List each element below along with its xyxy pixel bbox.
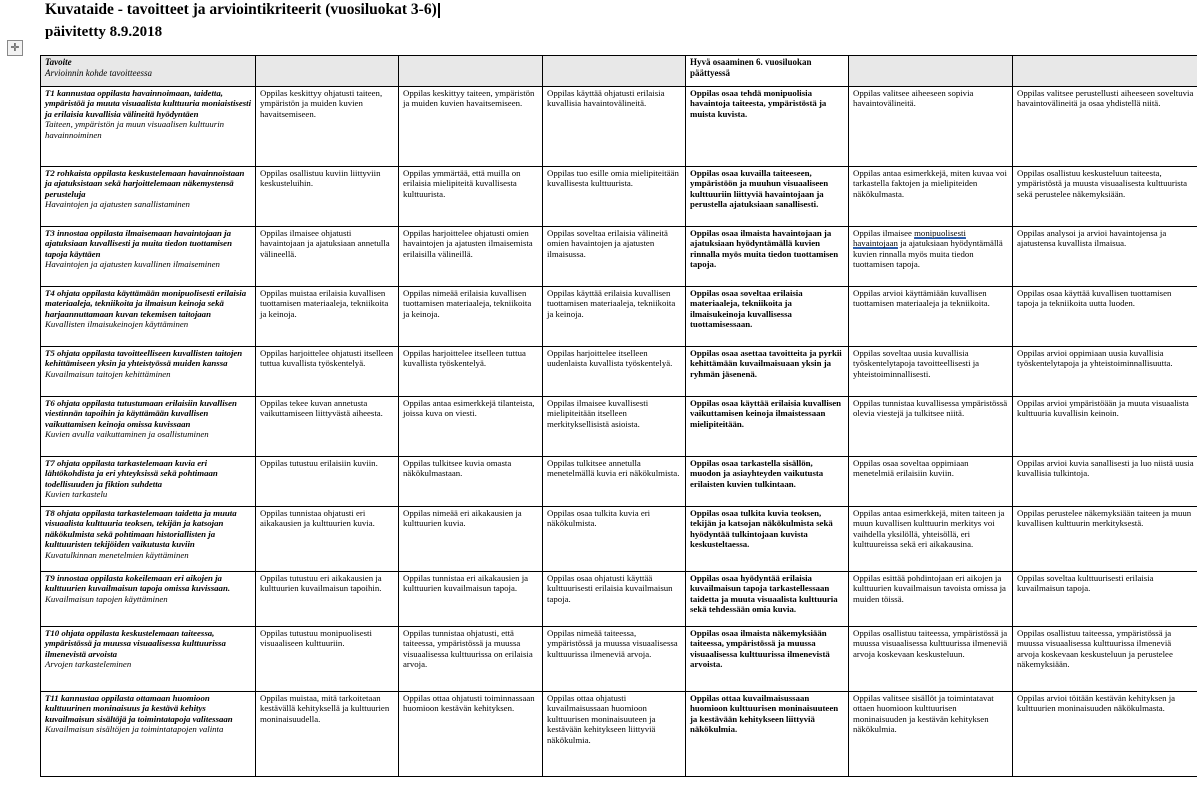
header-tavoite-label: Tavoite (45, 57, 72, 67)
objective-cell (41, 167, 256, 227)
objective-cell (41, 287, 256, 347)
criteria-cell: Oppilas muistaa, mitä tarkoitetaan kestävällä kehityksellä ja kulttuurien moninaisuudella. (256, 692, 399, 777)
criteria-cell: Oppilas tunnistaa kuvallisessa ympäristössä olevia viestejä ja tulkitsee niitä. (849, 397, 1013, 457)
inserted-text: monipuolisesti havaintojaan (853, 228, 966, 249)
criteria-cell: Oppilas osaa soveltaa oppimiaan menetelmiä erilaisiin kuviin. (849, 457, 1013, 507)
criteria-cell: Oppilas valitsee perustellusti aiheeseen soveltuvia havaintovälineitä ja osaa yhdistellä niitä. (1013, 87, 1197, 167)
assessment-focus-text: Kuvatulkinnan menetelmien käyttäminen (45, 549, 189, 560)
header-row (41, 56, 1197, 87)
header-empty-cell (256, 56, 399, 87)
objective-text: T3 innostaa oppilasta ilmaisemaan havaintojaan ja ajatuksiaan kuvallisesti ja muita tiedon tuottamisen tapoja käyttäen (45, 228, 232, 259)
criteria-cell: Oppilas tunnistaa ohjatusti, että taiteessa, ympäristössä ja muussa visuaalisessa kulttuurissa on erilaisia arvoja. (399, 627, 543, 692)
header-empty-cell (1013, 56, 1197, 87)
criteria-cell: Oppilas osallistuu taiteessa, ympäristössä ja muussa visuaalisessa kulttuurissa ilmeneviä arvoja koskevaan keskusteluun ja perustelee näkemyksiään. (1013, 627, 1197, 692)
objective-cell (41, 227, 256, 287)
criteria-cell: Oppilas antaa esimerkkejä, miten taiteen ja muun kuvallisen kulttuurin merkitys voi vaihdella yksilöllä, yhteisöllä, eri kulttuureissa sekä eri aikakausina. (849, 507, 1013, 572)
criteria-cell: Oppilas arvioi töitään kestävän kehityksen ja kulttuurien moninaisuuden näkökulmasta. (1013, 692, 1197, 777)
table-row (41, 87, 1197, 167)
criteria-text: ja ajatuksiaan hyödyntämällä kuvien rinnalla myös muita tiedon tuottamisen tapoja. (853, 238, 1003, 270)
criteria-cell: Oppilas osaa ohjatusti käyttää kulttuurisesti erilaisia kuvailmaisun tapoja. (543, 572, 686, 627)
criteria-cell: Oppilas osallistuu kuviin liittyviin keskusteluihin. (256, 167, 399, 227)
table-row (41, 572, 1197, 627)
table-row (41, 507, 1197, 572)
header-hyva-osaaminen-label: Hyvä osaaminen 6. vuosiluokan päättyessä (686, 56, 849, 87)
criteria-cell: Oppilas nimeää taiteessa, ympäristössä ja muussa visuaalisessa kulttuurissa ilmeneviä arvoja. (543, 627, 686, 692)
criteria-cell: Oppilas tulkitsee annetulla menetelmällä kuvia eri näkökulmista. (543, 457, 686, 507)
objective-cell (41, 397, 256, 457)
header-empty-cell (543, 56, 686, 87)
assessment-focus-text: Kuvailmaisun sisältöjen ja toimintatapojen valinta (45, 724, 224, 735)
criteria-cell: Oppilas harjoittelee itselleen uudenlaista kuvallista työskentelyä. (543, 347, 686, 397)
objective-cell (41, 87, 256, 167)
criteria-cell: Oppilas osallistuu taiteessa, ympäristössä ja muussa visuaalisessa kulttuurissa ilmeneviä arvoja koskevaan keskusteluun. (849, 627, 1013, 692)
criteria-cell: Oppilas tutustuu erilaisiin kuviin. (256, 457, 399, 507)
criteria-cell: Oppilas analysoi ja arvioi havaintojensa ja ajatustensa kuvallista ilmaisua. (1013, 227, 1197, 287)
criteria-cell: Oppilas osaa käyttää erilaisia kuvallisen vaikuttamisen keinoja ilmaistessaan mielipiteitään. (686, 397, 849, 457)
updated-date: päivitetty 8.9.2018 (45, 24, 163, 40)
criteria-cell: Oppilas tutustuu monipuolisesti visuaaliseen kulttuuriin. (256, 627, 399, 692)
objective-text: T10 ohjata oppilasta keskustelemaan taiteessa, ympäristössä ja muussa visuaalisessa kulttuurissa ilmenevistä arvoista (45, 628, 226, 659)
table-row (41, 457, 1197, 507)
criteria-cell: Oppilas osallistuu keskusteluun taiteesta, ympäristöstä ja muusta visuaalisesta kulttuurista sekä perustelee näkemyksiään. (1013, 167, 1197, 227)
criteria-cell: Oppilas harjoittelee ohjatusti omien havaintojen ja ajatusten ilmaisemista erilaisilla välineillä. (399, 227, 543, 287)
criteria-cell: Oppilas nimeää eri aikakausien ja kulttuurien kuvia. (399, 507, 543, 572)
criteria-cell: Oppilas tunnistaa eri aikakausien ja kulttuurien kuvailmaisun tapoja. (399, 572, 543, 627)
assessment-focus-text: Kuvien avulla vaikuttaminen ja osallistuminen (45, 429, 209, 440)
criteria-cell: Oppilas arvioi kuvia sanallisesti ja luo niistä uusia kuvallisia tulkintoja. (1013, 457, 1197, 507)
criteria-cell: Oppilas tutustuu eri aikakausien ja kulttuurien kuvailmaisun tapoihin. (256, 572, 399, 627)
criteria-cell: Oppilas osaa ilmaista näkemyksiään taiteessa, ympäristössä ja muussa visuaalisessa kulttuurissa ilmenevistä arvoista. (686, 627, 849, 692)
criteria-cell: Oppilas muistaa erilaisia kuvallisen tuottamisen materiaaleja, tekniikoita ja keinoja. (256, 287, 399, 347)
criteria-cell: Oppilas osaa tarkastella sisällön, muodon ja asiayhteyden vaikutusta erilaisten kuvien tulkintaan. (686, 457, 849, 507)
criteria-cell: Oppilas esittää pohdintojaan eri aikojen ja kulttuurien kuvailmaisun tavoista omissa ja muiden töissä. (849, 572, 1013, 627)
criteria-cell: Oppilas osaa tulkita kuvia eri näkökulmista. (543, 507, 686, 572)
criteria-cell: Oppilas osaa hyödyntää erilaisia kuvailmaisun tapoja tarkastellessaan taidetta ja muuta visuaalista kulttuuria sekä tehdessään omia kuvia. (686, 572, 849, 627)
criteria-cell: Oppilas osaa käyttää kuvallisen tuottamisen tapoja ja tekniikoita uutta luoden. (1013, 287, 1197, 347)
criteria-cell: Oppilas keskittyy ohjatusti taiteen, ympäristön ja muiden kuvien havaitsemiseen. (256, 87, 399, 167)
header-empty-cell (849, 56, 1013, 87)
assessment-focus-text: Arvojen tarkasteleminen (45, 659, 132, 670)
criteria-cell: Oppilas keskittyy taiteen, ympäristön ja muiden kuvien havaitsemiseen. (399, 87, 543, 167)
objective-text: T6 ohjata oppilasta tutustumaan erilaisiin kuvallisen viestinnän tapoihin ja käyttämään kuvallisen vaikuttamisen keinoja omissa kuvissaan (45, 398, 237, 429)
objective-cell (41, 507, 256, 572)
objective-text: T4 ohjata oppilasta käyttämään monipuolisesti erilaisia materiaaleja, tekniikoita ja ilmaisun keinoja sekä harjaannuttamaan kuvan tekemisen taitojaan (45, 288, 247, 319)
criteria-cell: Oppilas osaa tulkita kuvia teoksen, tekijän ja katsojan näkökulmista sekä hyödyntää tulkintojaan kuvista keskusteltaessa. (686, 507, 849, 572)
criteria-cell: Oppilas harjoittelee ohjatusti itselleen tuttua kuvallista työskentelyä. (256, 347, 399, 397)
criteria-text: Oppilas ilmaisee (853, 228, 915, 238)
table-row (41, 397, 1197, 457)
criteria-cell: Oppilas tekee kuvan annetusta vaikuttamiseen liittyvästä aiheesta. (256, 397, 399, 457)
assessment-focus-text: Taiteen, ympäristön ja muun visuaalisen kulttuurin havainnoiminen (45, 119, 225, 140)
criteria-cell: Oppilas ottaa kuvailmaisussaan huomioon kulttuurisen moninaisuuteen ja kestävään kehitykseen liittyviä näkökulmia. (686, 692, 849, 777)
assessment-focus-text: Kuvallisten ilmaisukeinojen käyttäminen (45, 319, 189, 330)
assessment-focus-text: Havaintojen ja ajatusten sanallistaminen (45, 199, 190, 210)
table-row (41, 627, 1197, 692)
table-container (40, 55, 1197, 777)
criteria-cell: Oppilas osaa asettaa tavoitteita ja pyrkii kehittämään kuvailmaisuaan yksin ja ryhmän jäsenenä. (686, 347, 849, 397)
objective-text: T9 innostaa oppilasta kokeilemaan eri aikojen ja kulttuurien kuvailmaisun tapoja omissa kuvissaan. (45, 573, 231, 594)
criteria-cell: Oppilas osaa ilmaista havaintojaan ja ajatuksiaan hyödyntämällä kuvien rinnalla myös muita tiedon tuottamisen tapoja. (686, 227, 849, 287)
table-row (41, 347, 1197, 397)
table-row (41, 227, 1197, 287)
criteria-cell: Oppilas tunnistaa ohjatusti eri aikakausien ja kulttuurien kuvia. (256, 507, 399, 572)
objective-text: T7 ohjata oppilasta tarkastelemaan kuvia eri lähtökohdista ja eri yhteyksissä sekä pohtimaan todellisuuden ja fiktion suhdetta (45, 458, 218, 489)
assessment-focus-text: Havaintojen ja ajatusten kuvallinen ilmaiseminen (45, 259, 220, 270)
objective-cell (41, 692, 256, 777)
objective-cell (41, 627, 256, 692)
criteria-cell: Oppilas osaa soveltaa erilaisia materiaaleja, tekniikoita ja ilmaisukeinoja kuvallisessa tuottamisessaan. (686, 287, 849, 347)
criteria-cell: Oppilas ilmaisee kuvallisesti mielipiteitään itselleen merkityksellisistä asioista. (543, 397, 686, 457)
criteria-cell: Oppilas arvioi oppimiaan uusia kuvallisia työskentelytapoja ja yhteistoiminnallisuutta. (1013, 347, 1197, 397)
criteria-table (40, 55, 1197, 777)
table-move-handle-icon[interactable] (7, 40, 23, 56)
criteria-cell: Oppilas valitsee aiheeseen sopivia havaintovälineitä. (849, 87, 1013, 167)
objective-text: T8 ohjata oppilasta tarkastelemaan taidetta ja muuta visuaalista kulttuuria teoksen, tekijän ja katsojan näkökulmista sekä pohtimaan historiallisten ja kulttuuristen tekijöiden vaikutusta kuviin (45, 508, 237, 550)
objective-text: T5 ohjata oppilasta tavoitteelliseen kuvallisten taitojen kehittämiseen yksin ja yhteistyössä muiden kanssa (45, 348, 243, 369)
page-title: Kuvataide - tavoitteet ja arviointikriteerit (vuosiluokat 3-6) (45, 1, 437, 18)
criteria-cell: Oppilas osaa kuvailla taiteeseen, ympäristöön ja muuhun visuaaliseen kulttuuriin liittyviä havaintojaan ja perustella ajatuksiaan sanallisesti. (686, 167, 849, 227)
objective-text: T11 kannustaa oppilasta ottamaan huomioon kulttuurinen moninaisuus ja kestävä kehitys kuvailmaisun sisältöjä ja toimintatapoja valitessaan (45, 693, 233, 724)
assessment-focus-text: Kuvien tarkastelu (45, 489, 108, 500)
objective-cell (41, 457, 256, 507)
criteria-cell: Oppilas käyttää erilaisia kuvallisen tuottamisen materiaaleja, tekniikoita ja keinoja. (543, 287, 686, 347)
criteria-cell: Oppilas valitsee sisällöt ja toimintatavat ottaen huomioon kulttuurisen moninaisuuden ja kestävän kehityksen näkökulmia. (849, 692, 1013, 777)
criteria-cell: Oppilas harjoittelee itselleen tuttua kuvallista työskentelyä. (399, 347, 543, 397)
table-row (41, 167, 1197, 227)
header-cell-tavoite (41, 56, 256, 87)
criteria-cell: Oppilas arvioi ympäristöään ja muuta visuaalista kulttuuria kuvallisin keinoin. (1013, 397, 1197, 457)
criteria-cell (849, 227, 1013, 287)
objective-cell (41, 347, 256, 397)
criteria-cell: Oppilas ymmärtää, että muilla on erilaisia mielipiteitä kuvallisesta kulttuurista. (399, 167, 543, 227)
criteria-cell: Oppilas arvioi käyttämiään kuvallisen tuottamisen materiaaleja ja tekniikoita. (849, 287, 1013, 347)
objective-text: T2 rohkaista oppilasta keskustelemaan havainnoistaan ja ajatuksistaan sekä harjoittelemaan näkemystensä perusteluja (45, 168, 245, 199)
table-row (41, 692, 1197, 777)
criteria-cell: Oppilas perustelee näkemyksiään taiteen ja muun kuvallisen kulttuurin merkityksestä. (1013, 507, 1197, 572)
assessment-focus-text: Kuvailmaisun taitojen kehittäminen (45, 368, 171, 379)
criteria-cell: Oppilas tulkitsee kuvia omasta näkökulmastaan. (399, 457, 543, 507)
header-arvioinnin-kohde-label: Arvioinnin kohde tavoitteessa (45, 67, 152, 78)
criteria-cell: Oppilas antaa esimerkkejä tilanteista, joissa kuva on viesti. (399, 397, 543, 457)
objective-cell (41, 572, 256, 627)
title-row (45, 1, 440, 19)
criteria-cell: Oppilas soveltaa erilaisia välineitä omien havaintojen ja ajatusten ilmaisussa. (543, 227, 686, 287)
header-empty-cell (399, 56, 543, 87)
criteria-cell: Oppilas soveltaa uusia kuvallisia työskentelytapoja tavoitteellisesti ja yhteistoiminnallisesti. (849, 347, 1013, 397)
criteria-cell: Oppilas ottaa ohjatusti toiminnassaan huomioon kestävän kehityksen. (399, 692, 543, 777)
criteria-cell: Oppilas ottaa ohjatusti kuvailmaisussaan huomioon kulttuurisen moninaisuuteen ja kestävään kehitykseen liittyviä näkökulmia. (543, 692, 686, 777)
assessment-focus-text: Kuvailmaisun tapojen käyttäminen (45, 593, 168, 604)
criteria-cell: Oppilas antaa esimerkkejä, miten kuvaa voi tarkastella faktojen ja mielipiteiden näkökulmasta. (849, 167, 1013, 227)
table-row (41, 287, 1197, 347)
criteria-cell: Oppilas soveltaa kulttuurisesti erilaisia kuvailmaisun tapoja. (1013, 572, 1197, 627)
criteria-cell: Oppilas tuo esille omia mielipiteitään kuvallisesta kulttuurista. (543, 167, 686, 227)
text-cursor (438, 3, 440, 18)
objective-text: T1 kannustaa oppilasta havainnoimaan, taidetta, ympäristöä ja muuta visuaalista kulttuuria moniaistisesti ja erilaisia kuvallisia välineitä hyödyntäen (45, 88, 252, 119)
criteria-cell: Oppilas osaa tehdä monipuolisia havaintoja taiteesta, ympäristöstä ja muista kuvista. (686, 87, 849, 167)
criteria-cell: Oppilas käyttää ohjatusti erilaisia kuvallisia havaintovälineitä. (543, 87, 686, 167)
move-icon-glyph: ✛ (10, 41, 20, 54)
criteria-cell: Oppilas ilmaisee ohjatusti havaintojaan ja ajatuksiaan annetulla välineellä. (256, 227, 399, 287)
criteria-cell: Oppilas nimeää erilaisia kuvallisen tuottamisen materiaaleja, tekniikoita ja keinoja. (399, 287, 543, 347)
